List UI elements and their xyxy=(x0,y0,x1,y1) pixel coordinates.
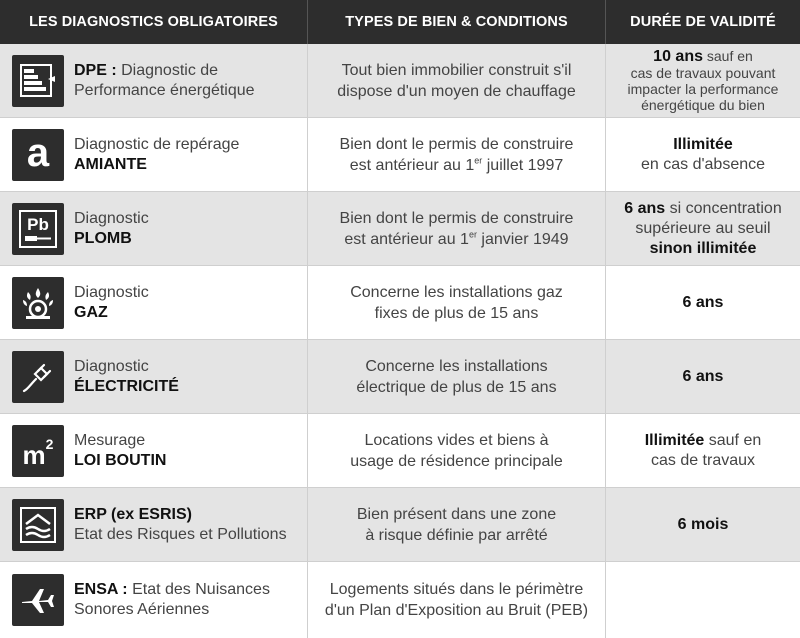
airplane-icon xyxy=(12,574,64,626)
condition-cell: Bien dont le permis de construire est antérieur au 1er janvier 1949 xyxy=(308,192,606,265)
diagnostic-cell xyxy=(0,44,308,117)
diagnostic-label: DPE : Diagnostic de Performance énergétique xyxy=(74,61,255,99)
condition-cell: Bien dont le permis de construire est antérieur au 1er juillet 1997 xyxy=(308,118,606,191)
condition-cell: Logements situés dans le périmètre d'un Plan d'Exposition au Bruit (PEB) xyxy=(308,562,606,638)
table-row-electricite xyxy=(0,340,800,414)
validity-cell: 10 ans sauf en cas de travaux pouvant impacter la performance énergétique du bien xyxy=(627,48,779,113)
diagnostic-label: Diagnostic ÉLECTRICITÉ xyxy=(74,357,179,395)
diagnostic-label: Mesurage LOI BOUTIN xyxy=(74,431,167,469)
table-header xyxy=(0,0,800,44)
table-row-gaz xyxy=(0,266,800,340)
validity-cell: 6 ans xyxy=(682,293,724,311)
validity-cell: 6 mois xyxy=(677,515,729,533)
diagnostic-cell xyxy=(0,340,308,413)
svg-text:Pb: Pb xyxy=(27,214,49,234)
electric-plug-icon xyxy=(12,351,64,403)
diagnostic-cell xyxy=(0,192,308,265)
validity-cell: Illimitée en cas d'absence xyxy=(640,135,766,173)
table-row-plomb xyxy=(0,192,800,266)
lead-pb-paintbrush-icon xyxy=(12,203,64,255)
validity-cell: 6 ans xyxy=(682,367,724,385)
validity-cell: Illimitée sauf en cas de travaux xyxy=(644,431,762,469)
condition-cell: Concerne les installations électrique de plus de 15 ans xyxy=(308,340,606,413)
table-row-erp xyxy=(0,488,800,562)
table-row-loi-boutin xyxy=(0,414,800,488)
diagnostic-label: Diagnostic de repérage AMIANTE xyxy=(74,135,240,173)
header-validity: DURÉE DE VALIDITÉ xyxy=(630,14,776,30)
diagnostic-cell xyxy=(0,562,308,638)
gas-burner-icon xyxy=(12,277,64,329)
table-row-dpe xyxy=(0,44,800,118)
diagnostic-label: Diagnostic GAZ xyxy=(74,283,149,321)
header-diagnostics: LES DIAGNOSTICS OBLIGATOIRES xyxy=(0,0,308,44)
diagnostic-cell xyxy=(0,266,308,339)
diagnostic-cell xyxy=(0,488,308,561)
diagnostic-label: Diagnostic PLOMB xyxy=(74,209,149,247)
condition-cell: Tout bien immobilier construit s'il dispose d'un moyen de chauffage xyxy=(308,44,606,117)
validity-cell: 6 ans si concentration supérieure au seuil sinon illimitée xyxy=(624,199,782,257)
condition-cell: Locations vides et biens à usage de résidence principale xyxy=(308,414,606,487)
square-meter-icon: m 2 xyxy=(12,425,64,477)
condition-cell: Concerne les installations gaz fixes de plus de 15 ans xyxy=(308,266,606,339)
energy-bars-icon xyxy=(12,55,64,107)
table-row-ensa xyxy=(0,562,800,638)
condition-cell: Bien présent dans une zone à risque définie par arrêté xyxy=(308,488,606,561)
header-types: TYPES DE BIEN & CONDITIONS xyxy=(308,0,606,44)
table-row-amiante xyxy=(0,118,800,192)
validity-cell xyxy=(606,562,800,638)
diagnostic-cell xyxy=(0,118,308,191)
diagnostic-cell xyxy=(0,414,308,487)
risk-house-flood-icon xyxy=(12,499,64,551)
asbestos-a-icon: a xyxy=(12,129,64,181)
diagnostic-label: ERP (ex ESRIS) Etat des Risques et Pollutions xyxy=(74,505,287,543)
diagnostic-label: ENSA : Etat des Nuisances Sonores Aériennes xyxy=(74,581,270,618)
